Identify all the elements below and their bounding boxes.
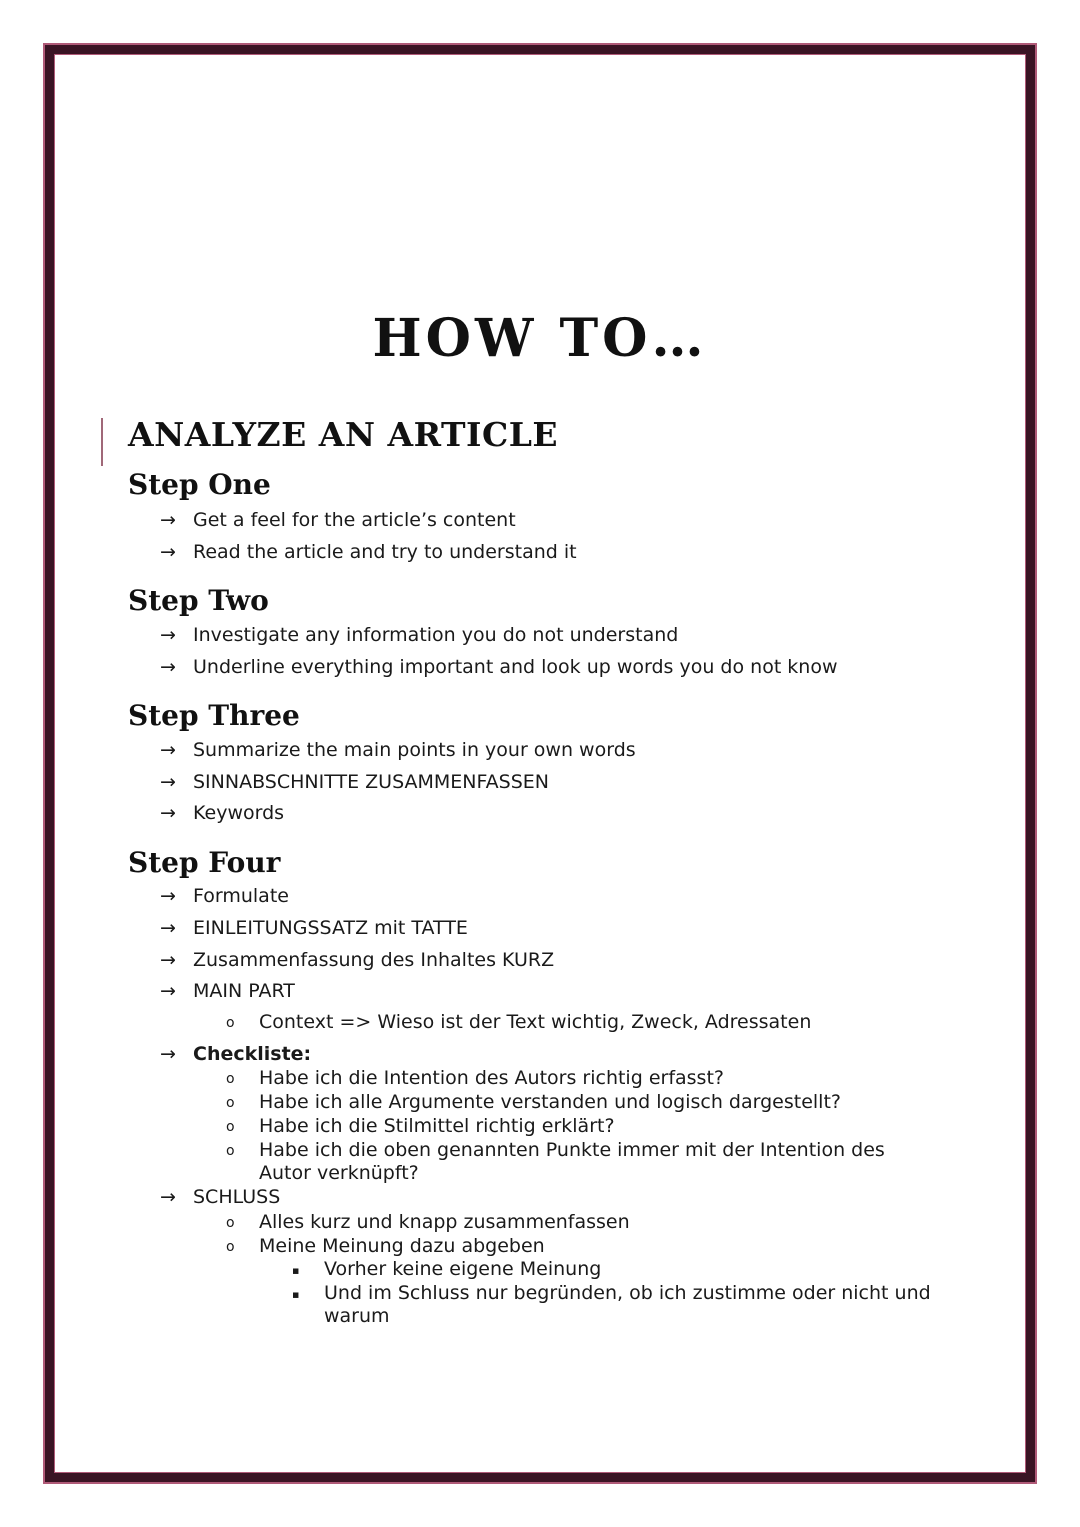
step-two-item: Investigate any information you do not understand [193, 624, 679, 646]
step-one-item: Read the article and try to understand it [193, 541, 577, 563]
circle-bullet-icon: o [226, 1095, 235, 1111]
arrow-icon: → [160, 802, 176, 824]
step-two-heading: Step Two [128, 584, 269, 617]
page-title: HOW TO… [372, 308, 708, 369]
arrow-icon: → [160, 885, 176, 907]
schluss-label: SCHLUSS [193, 1186, 281, 1208]
schluss-item: Alles kurz und knapp zusammenfassen [259, 1211, 630, 1233]
step-four-heading: Step Four [128, 846, 281, 879]
step-four-item: MAIN PART [193, 980, 295, 1002]
step-four-item: EINLEITUNGSSATZ mit TATTE [193, 917, 468, 939]
arrow-icon: → [160, 1186, 176, 1208]
square-bullet-icon: ▪ [292, 1288, 300, 1301]
circle-bullet-icon: o [226, 1119, 235, 1135]
circle-bullet-icon: o [226, 1071, 235, 1087]
step-three-item: Summarize the main points in your own words [193, 739, 636, 761]
arrow-icon: → [160, 541, 176, 563]
arrow-icon: → [160, 509, 176, 531]
text-cursor [101, 418, 103, 466]
arrow-icon: → [160, 771, 176, 793]
step-four-item: Formulate [193, 885, 289, 907]
step-two-item: Underline everything important and look up words you do not know [193, 656, 838, 678]
checkliste-item: Habe ich die Stilmittel richtig erklärt? [259, 1115, 615, 1137]
schluss-sub-item-continuation: warum [324, 1305, 390, 1327]
schluss-sub-item: Und im Schluss nur begründen, ob ich zustimme oder nicht und [324, 1282, 931, 1304]
step-three-item: Keywords [193, 802, 285, 824]
circle-bullet-icon: o [226, 1239, 235, 1255]
arrow-icon: → [160, 980, 176, 1002]
checkliste-item: Habe ich die Intention des Autors richtig erfasst? [259, 1067, 724, 1089]
schluss-item: Meine Meinung dazu abgeben [259, 1235, 545, 1257]
arrow-icon: → [160, 1043, 176, 1065]
main-part-sub-item: Context => Wieso ist der Text wichtig, Zweck, Adressaten [259, 1011, 812, 1033]
checkliste-label: Checkliste: [193, 1043, 312, 1065]
step-four-item: Zusammenfassung des Inhaltes KURZ [193, 949, 555, 971]
checkliste-item: Habe ich die oben genannten Punkte immer mit der Intention des [259, 1139, 885, 1161]
arrow-icon: → [160, 656, 176, 678]
schluss-sub-item: Vorher keine eigene Meinung [324, 1258, 602, 1280]
arrow-icon: → [160, 624, 176, 646]
arrow-icon: → [160, 739, 176, 761]
checkliste-item-continuation: Autor verknüpft? [259, 1162, 419, 1184]
arrow-icon: → [160, 949, 176, 971]
arrow-icon: → [160, 917, 176, 939]
circle-bullet-icon: o [226, 1143, 235, 1159]
checkliste-item: Habe ich alle Argumente verstanden und logisch dargestellt? [259, 1091, 841, 1113]
square-bullet-icon: ▪ [292, 1264, 300, 1277]
section-heading: ANALYZE AN ARTICLE [128, 415, 559, 454]
step-one-heading: Step One [128, 468, 271, 501]
circle-bullet-icon: o [226, 1215, 235, 1231]
step-three-item: SINNABSCHNITTE ZUSAMMENFASSEN [193, 771, 549, 793]
step-one-item: Get a feel for the article’s content [193, 509, 516, 531]
step-three-heading: Step Three [128, 699, 300, 732]
circle-bullet-icon: o [226, 1015, 235, 1031]
